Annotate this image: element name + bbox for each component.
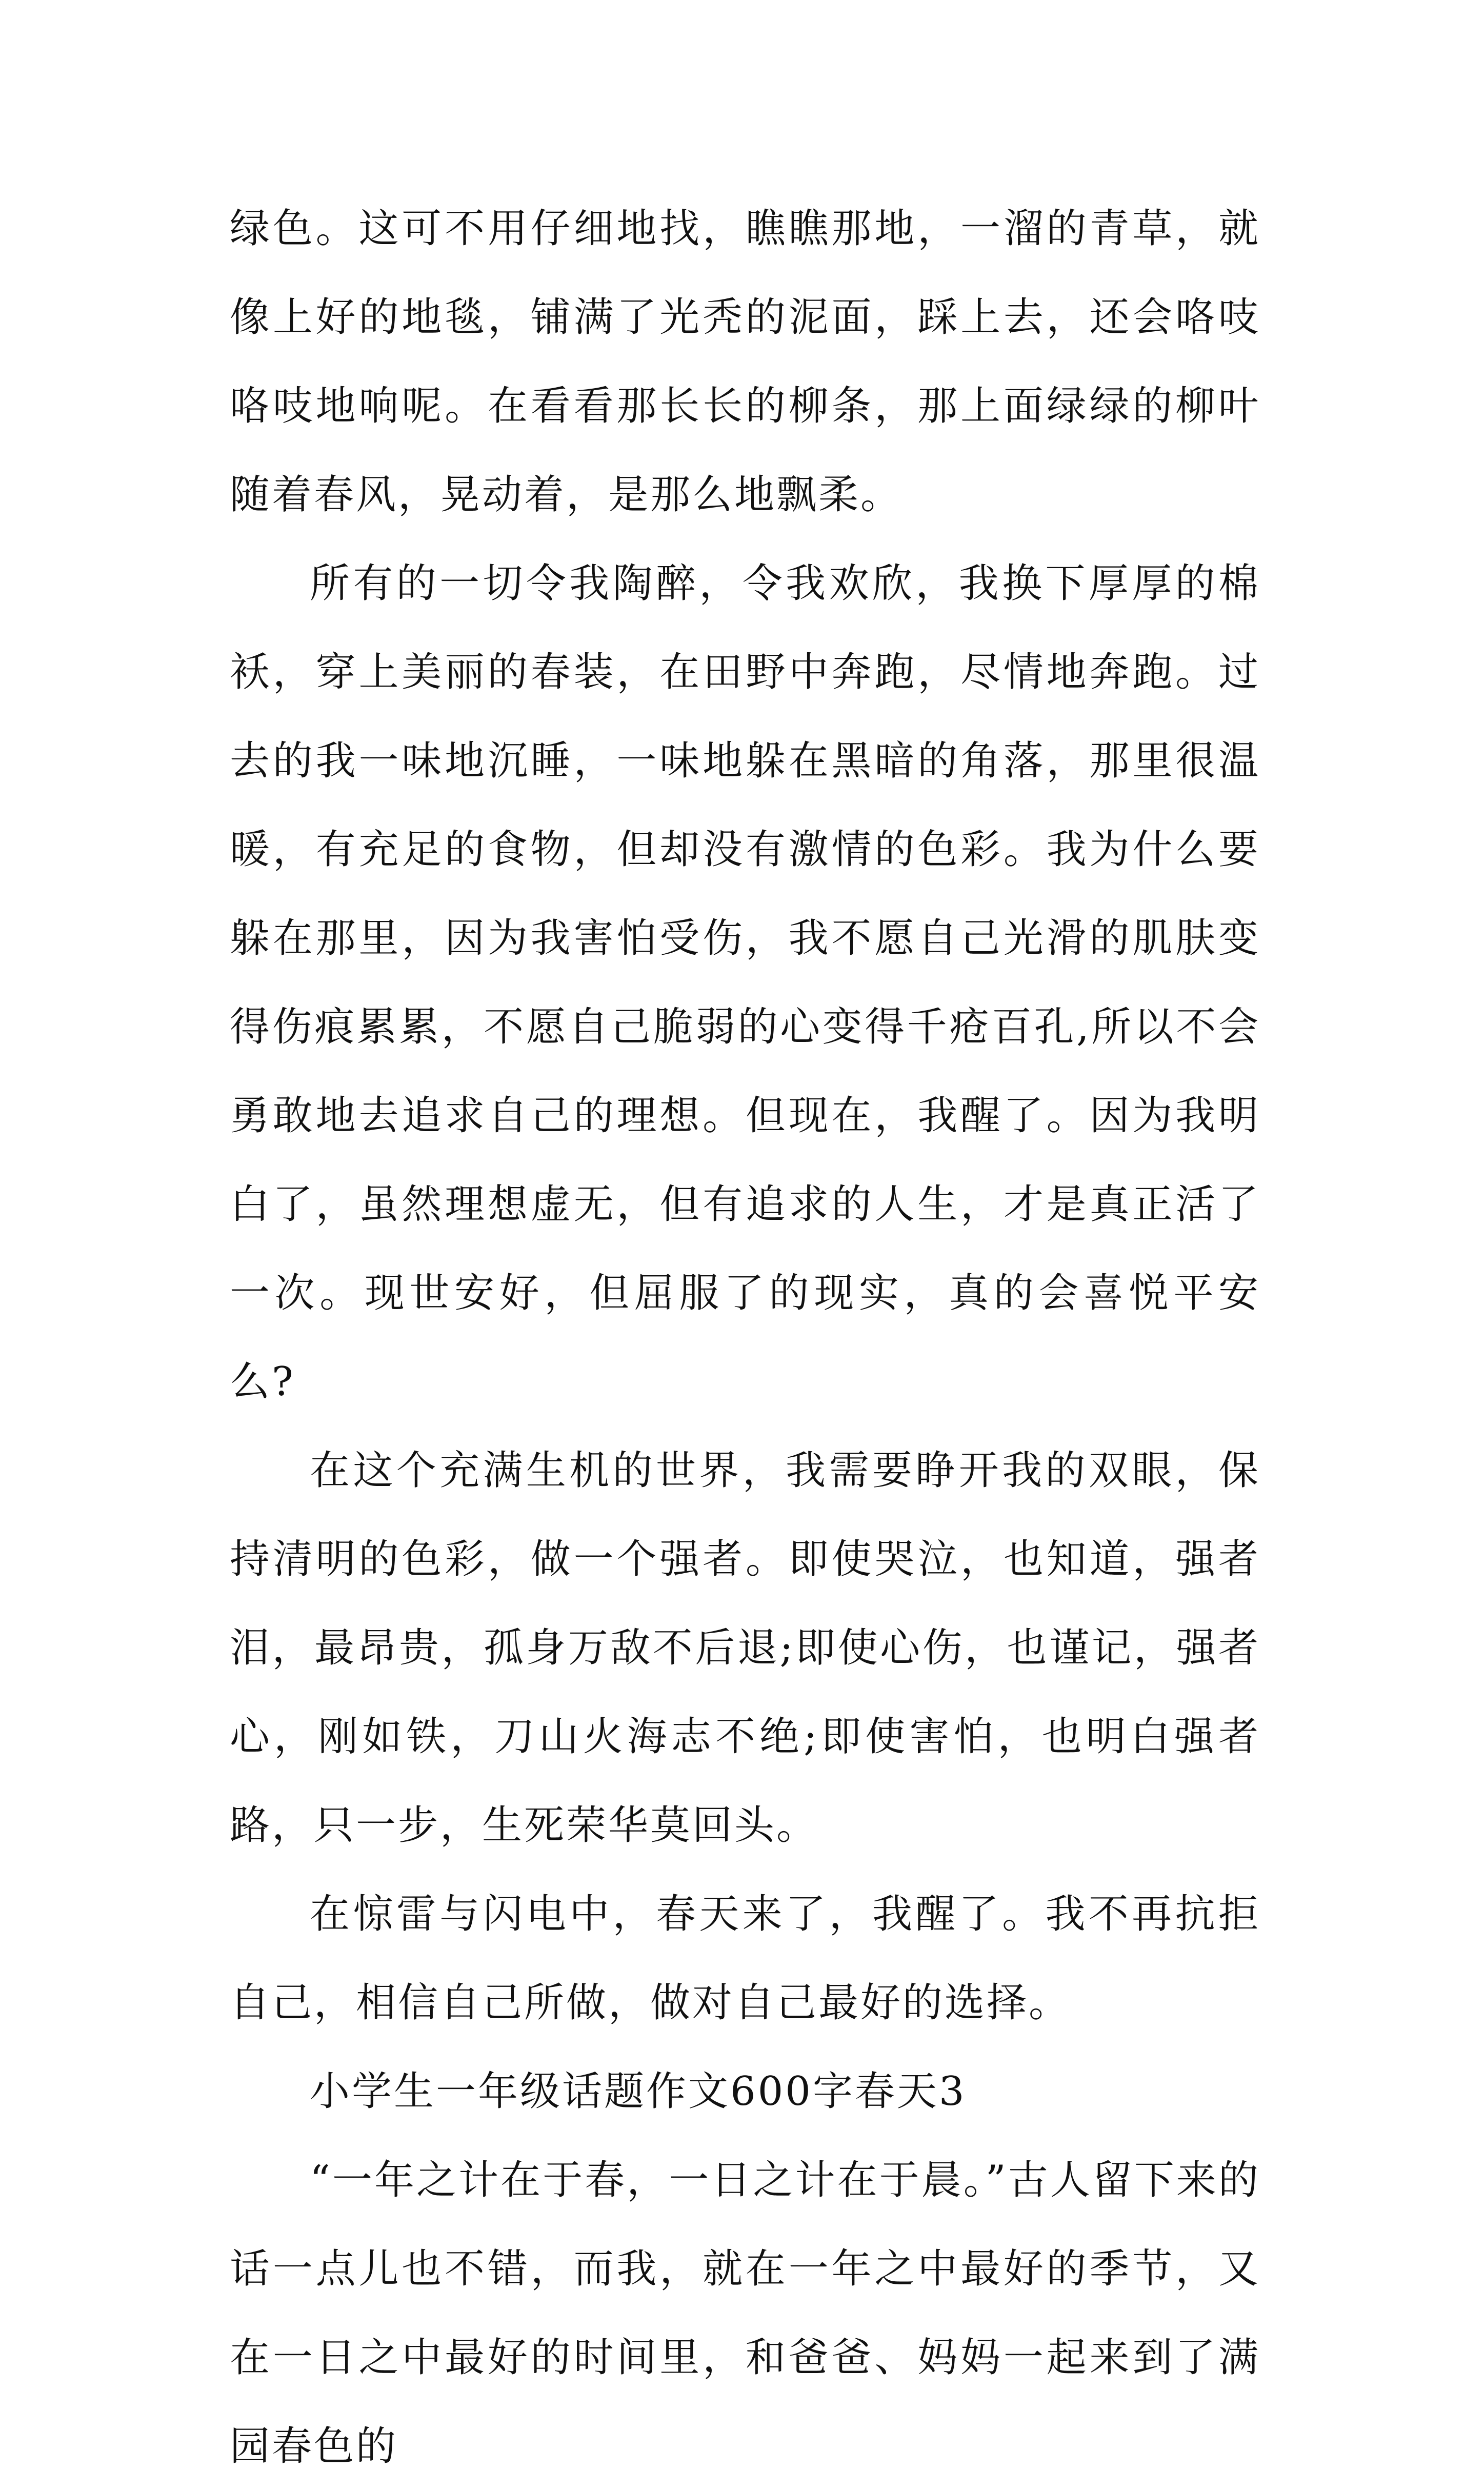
paragraph-green-grass: 绿色。这可不用仔细地找，瞧瞧那地，一溜的青草，就像上好的地毯，铺满了光秃的泥面，踩上去，还会咯吱咯吱地响呢。在看看那长长的柳条，那上面绿绿的柳叶随着春风，晃动着，是那么地飘柔。 [230,206,1260,518]
paragraph-awake: 在惊雷与闪电中，春天来了，我醒了。我不再抗拒自己，相信自己所做，做对自己最好的选择。 [230,1891,1260,2026]
paragraph-intoxicated: 所有的一切令我陶醉，令我欢欣，我换下厚厚的棉袄，穿上美丽的春装，在田野中奔跑，尽情地奔跑。过去的我一味地沉睡，一味地躲在黑暗的角落，那里很温暖，有充足的食物，但却没有激情的色彩。我为什么要躲在那里，因为我害怕受伤，我不愿自己光滑的肌肤变得伤痕累累，不愿自己脆弱的心变得千疮百孔,所以不会勇敢地去追求自己的理想。但现在，我醒了。因为我明白了，虽然理想虚无，但有追求的人生，才是真正活了一次。现世安好，但屈服了的现实，真的会喜悦平安么? [230,560,1260,1405]
section-title: 小学生一年级话题作文600字春天3 [310,2068,967,2115]
document-body [230,185,1260,2491]
paragraph-strong-one: 在这个充满生机的世界，我需要睁开我的双眼，保持清明的色彩，做一个强者。即使哭泣，也知道，强者泪，最昂贵，孤身万敌不后退;即使心伤，也谨记，强者心，刚如铁，刀山火海志不绝;即使害怕，也明白强者路，只一步，生死荣华莫回头。 [230,1448,1260,1849]
paragraph-spring-morning: “一年之计在于春，一日之计在于晨。”古人留下来的话一点儿也不错，而我，就在一年之中最好的季节，又在一日之中最好的时间里，和爸爸、妈妈一起来到了满园春色的 [230,2157,1260,2469]
